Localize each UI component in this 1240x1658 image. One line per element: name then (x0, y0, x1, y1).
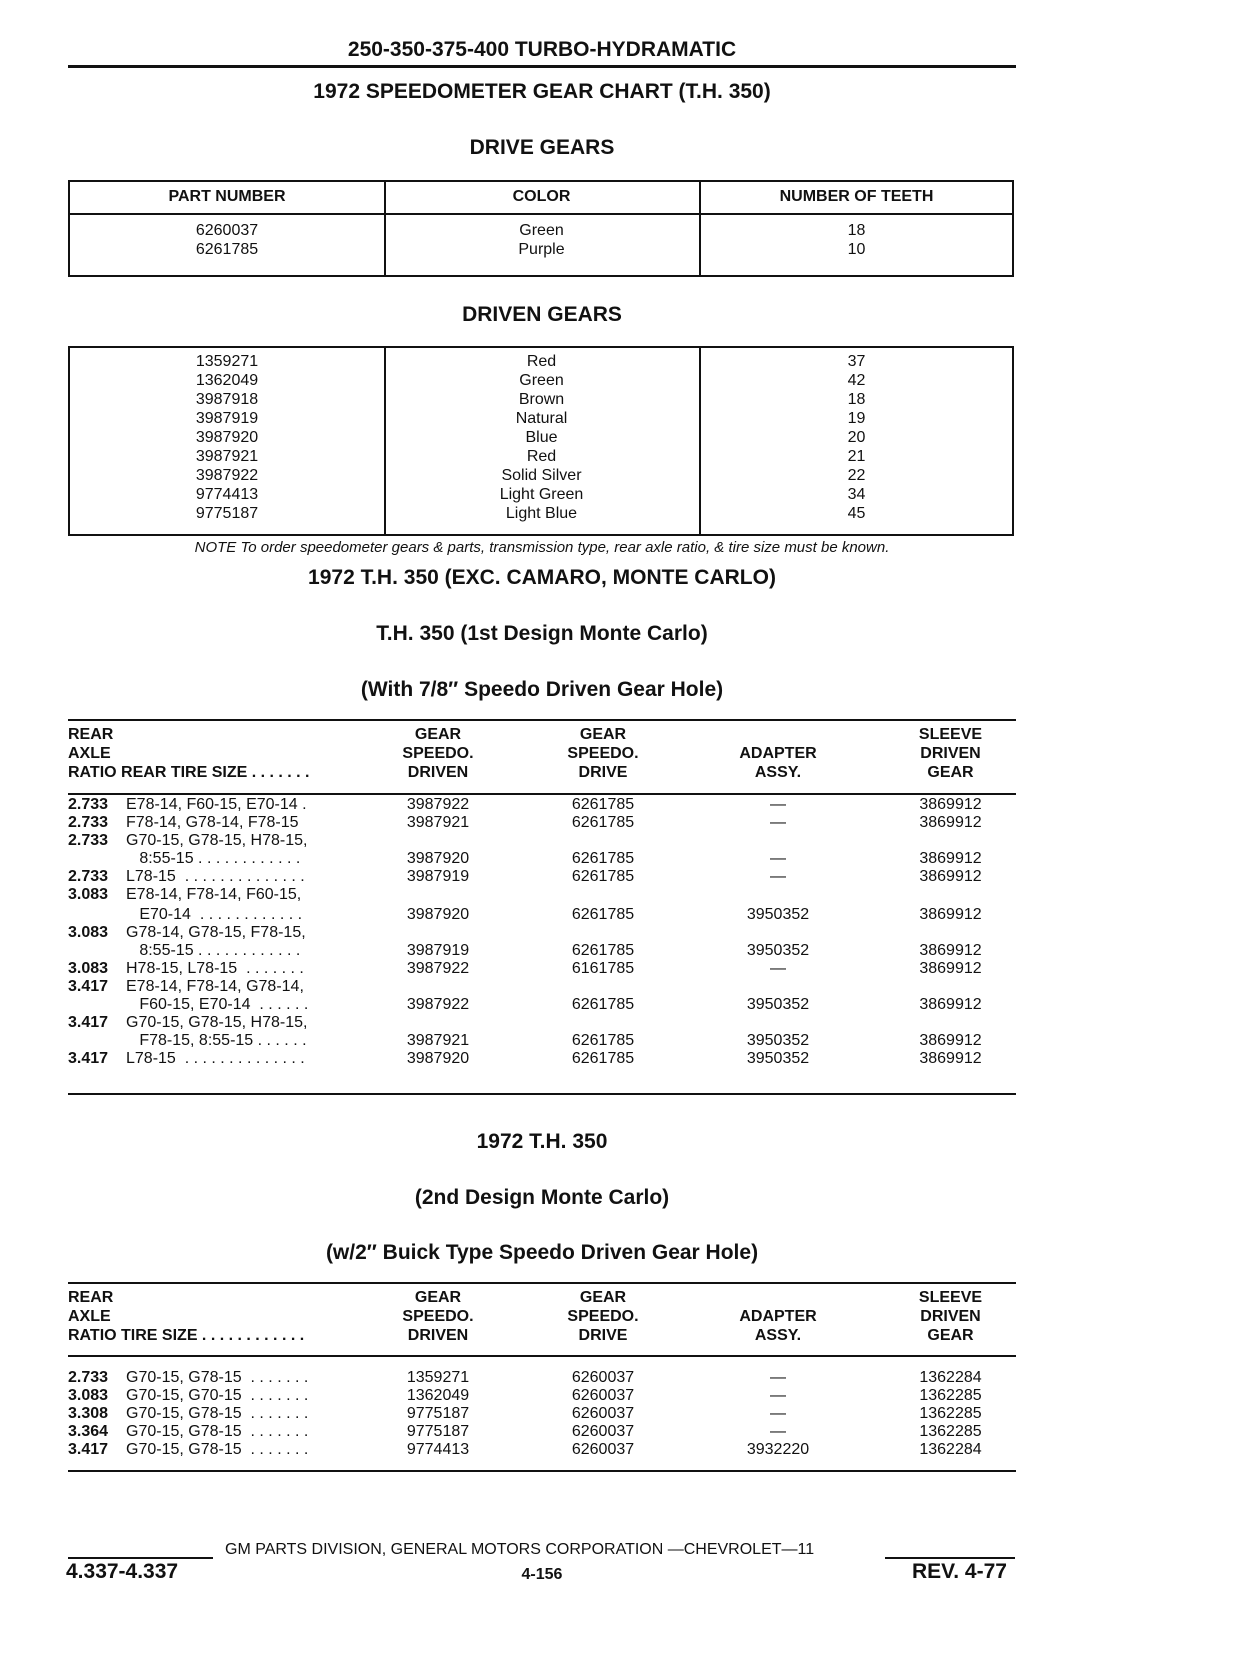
table-row (68, 1404, 1016, 1423)
color-cell: Solid Silver (501, 467, 582, 484)
table-row (68, 977, 1016, 996)
part-number-cell: 1359271 (195, 353, 259, 370)
column-header: AXLE (68, 745, 111, 762)
gear-driven-cell: 3987922 (406, 996, 470, 1013)
adapter-cell: — (770, 1423, 786, 1440)
tire-size-cell: G78-14, G78-15, F78-15, (126, 924, 306, 941)
tire-size-cell: G70-15, G78-15 . . . . . . . (126, 1369, 309, 1386)
section1-subtitle2: (With 7/8″ Speedo Driven Gear Hole) (360, 678, 724, 701)
gear-drive-cell: 6260037 (571, 1441, 635, 1458)
adapter-cell: — (770, 814, 786, 831)
table-row (68, 1422, 1016, 1441)
section1-bottom-rule (68, 1093, 1016, 1095)
column-header: GEAR (927, 1327, 974, 1344)
section2-bottom-rule (68, 1470, 1016, 1472)
column-header: DRIVE (578, 1327, 628, 1344)
sleeve-cell: 1362284 (919, 1441, 982, 1458)
gear-driven-cell: 9774413 (406, 1441, 470, 1458)
sleeve-cell: 3869912 (919, 996, 982, 1013)
gear-driven-cell: 9775187 (406, 1423, 470, 1440)
section2-title: 1972 T.H. 350 (476, 1130, 608, 1153)
column-header: GEAR (927, 764, 974, 781)
table-row (68, 923, 1016, 942)
section2-subtitle: (2nd Design Monte Carlo) (414, 1186, 670, 1209)
table-row (68, 813, 1016, 832)
gear-drive-cell: 6260037 (571, 1423, 635, 1440)
column-header: SPEEDO. (402, 1308, 474, 1325)
teeth-cell: 45 (847, 505, 866, 522)
gear-drive-cell: 6261785 (571, 850, 635, 867)
color-cell: Red (526, 448, 557, 465)
tire-size-cell: G70-15, G70-15 . . . . . . . (126, 1387, 309, 1404)
gear-driven-cell: 3987920 (406, 850, 470, 867)
tire-size-cell: F78-15, 8:55-15 . . . . . . (126, 1032, 307, 1049)
tire-size-cell: E78-14, F60-15, E70-14 . (126, 796, 307, 813)
table-row (68, 1440, 1016, 1459)
sleeve-cell: 3869912 (919, 814, 982, 831)
color-cell: Natural (515, 410, 568, 427)
gear-drive-cell: 6261785 (571, 868, 635, 885)
drive-gears-table (68, 180, 1014, 277)
column-header: GEAR (414, 726, 462, 743)
color-cell: Light Green (499, 486, 584, 503)
part-number-cell: 9774413 (195, 486, 259, 503)
tire-size-cell: E70-14 . . . . . . . . . . . . (126, 906, 303, 923)
gear-drive-cell: 6261785 (571, 996, 635, 1013)
gear-driven-cell: 3987922 (406, 960, 470, 977)
ratio-cell: 2.733 (68, 1369, 109, 1386)
table-row (68, 1049, 1016, 1068)
table-row (68, 831, 1016, 850)
table-row (68, 1386, 1016, 1405)
top-title: 250-350-375-400 TURBO-HYDRAMATIC (347, 38, 737, 61)
column-header: SPEEDO. (567, 1308, 639, 1325)
header-rule (68, 65, 1016, 68)
color-cell: Brown (518, 391, 565, 408)
section2-subtitle2: (w/2″ Buick Type Speedo Driven Gear Hole) (325, 1241, 759, 1264)
footer-page-number: 4-156 (521, 1566, 563, 1583)
table-row (68, 995, 1016, 1014)
column-header: REAR (68, 726, 114, 743)
col-header-teeth: NUMBER OF TEETH (779, 188, 934, 205)
column-header: DRIVEN (407, 1327, 469, 1344)
gear-drive-cell: 6261785 (571, 1050, 635, 1067)
tire-size-cell: G70-15, G78-15, H78-15, (126, 1014, 308, 1031)
tire-size-cell: F60-15, E70-14 . . . . . . (126, 996, 309, 1013)
adapter-cell: 3950352 (746, 906, 810, 923)
ratio-cell: 2.733 (68, 832, 109, 849)
ratio-cell: 3.417 (68, 1441, 109, 1458)
gear-drive-cell: 6261785 (571, 814, 635, 831)
ratio-cell: 3.308 (68, 1405, 109, 1422)
tire-size-cell: G70-15, G78-15 . . . . . . . (126, 1423, 309, 1440)
column-header: DRIVEN (407, 764, 469, 781)
sleeve-cell: 1362285 (919, 1387, 982, 1404)
gear-drive-cell: 6261785 (571, 942, 635, 959)
col-header-part-number: PART NUMBER (168, 188, 286, 205)
section1-top-rule (68, 719, 1016, 721)
table-row (68, 1368, 1016, 1387)
column-header: REAR (68, 1289, 114, 1306)
driven-gears-heading: DRIVEN GEARS (462, 303, 622, 326)
footer-left-code: 4.337-4.337 (66, 1560, 179, 1583)
sleeve-cell: 3869912 (919, 942, 982, 959)
tire-size-cell: G70-15, G78-15, H78-15, (126, 832, 308, 849)
adapter-cell: 3950352 (746, 942, 810, 959)
sleeve-cell: 3869912 (919, 1050, 982, 1067)
section2-table (68, 1288, 1016, 1478)
part-number-cell: 6261785 (195, 241, 259, 258)
gear-drive-cell: 6261785 (571, 796, 635, 813)
adapter-cell: — (770, 1405, 786, 1422)
ratio-cell: 3.083 (68, 924, 109, 941)
ratio-cell: 3.083 (68, 1387, 109, 1404)
table-row (68, 885, 1016, 904)
gear-driven-cell: 3987922 (406, 796, 470, 813)
gear-driven-cell: 1362049 (406, 1387, 470, 1404)
ratio-cell: 3.364 (68, 1423, 109, 1440)
part-number-cell: 3987919 (195, 410, 259, 427)
teeth-cell: 37 (847, 353, 866, 370)
column-header: SLEEVE (918, 1289, 983, 1306)
part-number-cell: 3987921 (195, 448, 259, 465)
drive-gears-heading: DRIVE GEARS (469, 136, 615, 159)
gear-driven-cell: 3987920 (406, 1050, 470, 1067)
sleeve-cell: 1362285 (919, 1423, 982, 1440)
ratio-cell: 3.083 (68, 886, 109, 903)
gear-drive-cell: 6260037 (571, 1405, 635, 1422)
tire-size-cell: G70-15, G78-15 . . . . . . . (126, 1405, 309, 1422)
part-number-cell: 3987922 (195, 467, 259, 484)
footer-center: GM PARTS DIVISION, GENERAL MOTORS CORPORATION —CHEVROLET—11 (225, 1541, 815, 1558)
color-cell: Green (519, 222, 564, 239)
column-header: SPEEDO. (567, 745, 639, 762)
section1-title: 1972 T.H. 350 (EXC. CAMARO, MONTE CARLO) (308, 566, 776, 589)
tire-size-cell: E78-14, F78-14, F60-15, (126, 886, 302, 903)
tire-size-cell: L78-15 . . . . . . . . . . . . . . (126, 1050, 305, 1067)
order-note: NOTE To order speedometer gears & parts, transmission type, rear axle ratio, & tire size must be known. (194, 539, 890, 556)
column-header: GEAR (579, 1289, 627, 1306)
adapter-cell: — (770, 796, 786, 813)
column-header: ASSY. (754, 1327, 802, 1344)
section2-header-rule (68, 1355, 1016, 1357)
table-row (68, 1031, 1016, 1050)
table-row (68, 1013, 1016, 1032)
column-header: SPEEDO. (402, 745, 474, 762)
sleeve-cell: 3869912 (919, 1032, 982, 1049)
gear-drive-cell: 6261785 (571, 1032, 635, 1049)
section2-top-rule (68, 1282, 1016, 1284)
ratio-cell: 2.733 (68, 868, 109, 885)
adapter-cell: — (770, 1369, 786, 1386)
gear-driven-cell: 9775187 (406, 1405, 470, 1422)
teeth-cell: 18 (847, 391, 866, 408)
column-header: DRIVE (578, 764, 628, 781)
table-row (68, 941, 1016, 960)
table-row (68, 795, 1016, 814)
section1-table (68, 725, 1016, 1095)
tire-size-cell: 8:55-15 . . . . . . . . . . . . (126, 942, 301, 959)
gear-driven-cell: 3987919 (406, 942, 470, 959)
column-header: ADAPTER (739, 1308, 817, 1325)
gear-driven-cell: 3987919 (406, 868, 470, 885)
color-cell: Light Blue (505, 505, 578, 522)
adapter-cell: 3950352 (746, 1032, 810, 1049)
gear-drive-cell: 6260037 (571, 1369, 635, 1386)
gear-driven-cell: 3987921 (406, 814, 470, 831)
adapter-cell: — (770, 850, 786, 867)
sleeve-cell: 3869912 (919, 868, 982, 885)
teeth-cell: 19 (847, 410, 866, 427)
adapter-cell: — (770, 1387, 786, 1404)
ratio-cell: 3.083 (68, 960, 109, 977)
color-cell: Green (519, 372, 564, 389)
column-header: SLEEVE (918, 726, 983, 743)
gear-driven-cell: 3987920 (406, 906, 470, 923)
col-header-color: COLOR (512, 188, 571, 205)
gear-drive-cell: 6260037 (571, 1387, 635, 1404)
gear-driven-cell: 3987921 (406, 1032, 470, 1049)
gear-drive-cell: 6261785 (571, 906, 635, 923)
teeth-cell: 34 (847, 486, 866, 503)
adapter-cell: 3950352 (746, 996, 810, 1013)
column-header: DRIVEN (920, 745, 981, 762)
table-row (68, 867, 1016, 886)
sleeve-cell: 3869912 (919, 960, 982, 977)
column-header: RATIO TIRE SIZE . . . . . . . . . . . . (68, 1327, 305, 1344)
section1-header-rule (68, 793, 1016, 795)
sleeve-cell: 1362285 (919, 1405, 982, 1422)
tire-size-cell: F78-14, G78-14, F78-15 (126, 814, 299, 831)
tire-size-cell: H78-15, L78-15 . . . . . . . (126, 960, 304, 977)
column-header: DRIVEN (920, 1308, 981, 1325)
section1-subtitle: T.H. 350 (1st Design Monte Carlo) (376, 622, 708, 645)
table-row (68, 905, 1016, 924)
sleeve-cell: 3869912 (919, 906, 982, 923)
adapter-cell: — (770, 960, 786, 977)
part-number-cell: 3987918 (195, 391, 259, 408)
sleeve-cell: 3869912 (919, 850, 982, 867)
adapter-cell: 3932220 (746, 1441, 810, 1458)
teeth-cell: 21 (847, 448, 866, 465)
column-header: ADAPTER (739, 745, 817, 762)
column-header: AXLE (68, 1308, 111, 1325)
footer-revision: REV. 4-77 (912, 1560, 1007, 1583)
adapter-cell: — (770, 868, 786, 885)
teeth-cell: 20 (847, 429, 866, 446)
ratio-cell: 3.417 (68, 1014, 109, 1031)
column-header: GEAR (414, 1289, 462, 1306)
teeth-cell: 18 (847, 222, 866, 239)
tire-size-cell: E78-14, F78-14, G78-14, (126, 978, 304, 995)
chart-title: 1972 SPEEDOMETER GEAR CHART (T.H. 350) (313, 80, 771, 103)
column-header: GEAR (579, 726, 627, 743)
color-cell: Purple (518, 241, 565, 258)
table-row (68, 849, 1016, 868)
teeth-cell: 10 (847, 241, 866, 258)
tire-size-cell: G70-15, G78-15 . . . . . . . (126, 1441, 309, 1458)
part-number-cell: 6260037 (195, 222, 259, 239)
driven-gears-table (68, 346, 1014, 536)
part-number-cell: 3987920 (195, 429, 259, 446)
footer-left-line (68, 1557, 213, 1559)
table-row (68, 959, 1016, 978)
teeth-cell: 42 (847, 372, 866, 389)
part-number-cell: 9775187 (195, 505, 259, 522)
gear-driven-cell: 1359271 (406, 1369, 470, 1386)
column-header: RATIO REAR TIRE SIZE . . . . . . . (68, 764, 310, 781)
footer-right-line (885, 1557, 1015, 1559)
tire-size-cell: 8:55-15 . . . . . . . . . . . . (126, 850, 301, 867)
ratio-cell: 2.733 (68, 814, 109, 831)
color-cell: Red (526, 353, 557, 370)
ratio-cell: 2.733 (68, 796, 109, 813)
sleeve-cell: 1362284 (919, 1369, 982, 1386)
gear-drive-cell: 6161785 (571, 960, 635, 977)
ratio-cell: 3.417 (68, 1050, 109, 1067)
column-header: ASSY. (754, 764, 802, 781)
sleeve-cell: 3869912 (919, 796, 982, 813)
adapter-cell: 3950352 (746, 1050, 810, 1067)
tire-size-cell: L78-15 . . . . . . . . . . . . . . (126, 868, 305, 885)
teeth-cell: 22 (847, 467, 866, 484)
color-cell: Blue (525, 429, 558, 446)
ratio-cell: 3.417 (68, 978, 109, 995)
part-number-cell: 1362049 (195, 372, 259, 389)
